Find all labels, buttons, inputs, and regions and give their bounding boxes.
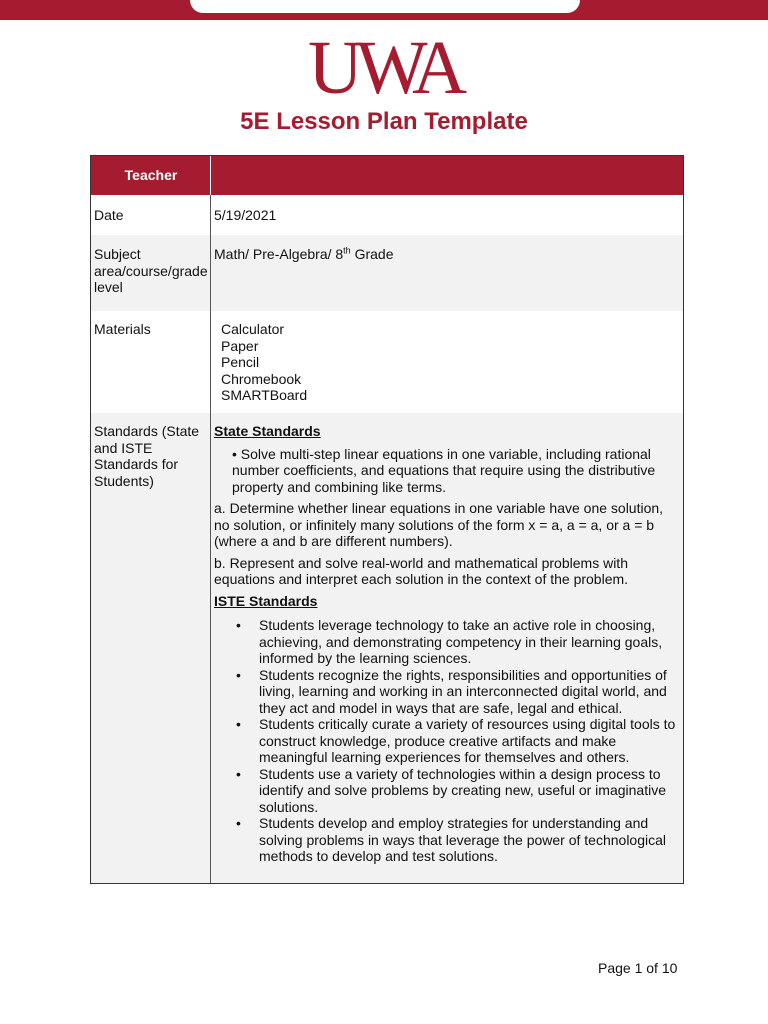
state-standard-b: b. Represent and solve real-world and mathematical problems with equations and interpret each solution in the context of the problem.: [214, 554, 629, 587]
material-item: Chromebook: [221, 370, 302, 387]
subject-label: Subject area/course/grade level: [91, 235, 211, 311]
date-label: Date: [91, 195, 211, 235]
state-standard-bullet: • Solve multi-step linear equations in one variable, including rational number coefficients, and equations that require using the distributive property and combining like terms.: [232, 445, 656, 495]
material-item: SMARTBoard: [221, 387, 308, 403]
iste-standards-heading: ISTE Standards: [214, 592, 318, 609]
subject-value-main: Math/ Pre-Algebra/ 8: [214, 246, 344, 262]
materials-label: Materials: [91, 311, 211, 413]
date-value: 5/19/2021: [214, 207, 277, 223]
material-item: Paper: [221, 337, 259, 354]
subject-value: [211, 235, 683, 311]
iste-standards-list: [214, 617, 679, 865]
teacher-label: Teacher: [91, 156, 211, 195]
iste-standard-item: • Students critically curate a variety of resources using digital tools to construct knowledge, produce creative artifacts and make meaningful learning experiences for themselves and others.: [214, 716, 679, 766]
materials-list: [211, 311, 683, 413]
subject-value-tail: Grade: [350, 246, 394, 262]
iste-standard-item: • Students use a variety of technologies within a design process to identify and solve problems by creating new, useful or imaginative solutions.: [214, 766, 679, 816]
iste-standard-item: • Students develop and employ strategies for understanding and solving problems in ways that leverage the power of technological methods to develop and test solutions.: [214, 815, 679, 865]
top-notch: [190, 0, 580, 13]
standards-label: Standards (State and ISTE Standards for Students): [91, 413, 211, 883]
material-item: Calculator: [221, 321, 285, 337]
teacher-row: [91, 156, 683, 195]
state-standards-heading: State Standards: [214, 423, 321, 439]
date-row: [91, 195, 683, 235]
materials-row: [91, 311, 683, 413]
iste-standard-item: • Students leverage technology to take an active role in choosing, achieving, and demonstrating competency in their learning goals, informed by the learning sciences.: [214, 617, 679, 667]
state-standard-a: a. Determine whether linear equations in one variable have one solution, no solution, or infinitely many solutions of the form x = a, a = a, or a = b (where a and b are different numbers).: [214, 500, 664, 549]
subject-value-sup: th: [343, 245, 351, 256]
standards-row: [91, 413, 683, 883]
uwa-logo: UWA: [307, 26, 461, 110]
teacher-value: [211, 156, 683, 195]
iste-standard-item: • Students recognize the rights, responsibilities and opportunities of living, learning and working in an interconnected digital world, and they act and model in ways that are safe, legal and ethical.: [214, 667, 679, 717]
standards-content: [211, 413, 683, 883]
page-title: 5E Lesson Plan Template: [240, 108, 528, 135]
subject-row: [91, 235, 683, 311]
material-item: Pencil: [221, 354, 260, 370]
lesson-plan-table: [90, 155, 684, 884]
page-number: Page 1 of 10: [598, 960, 678, 976]
